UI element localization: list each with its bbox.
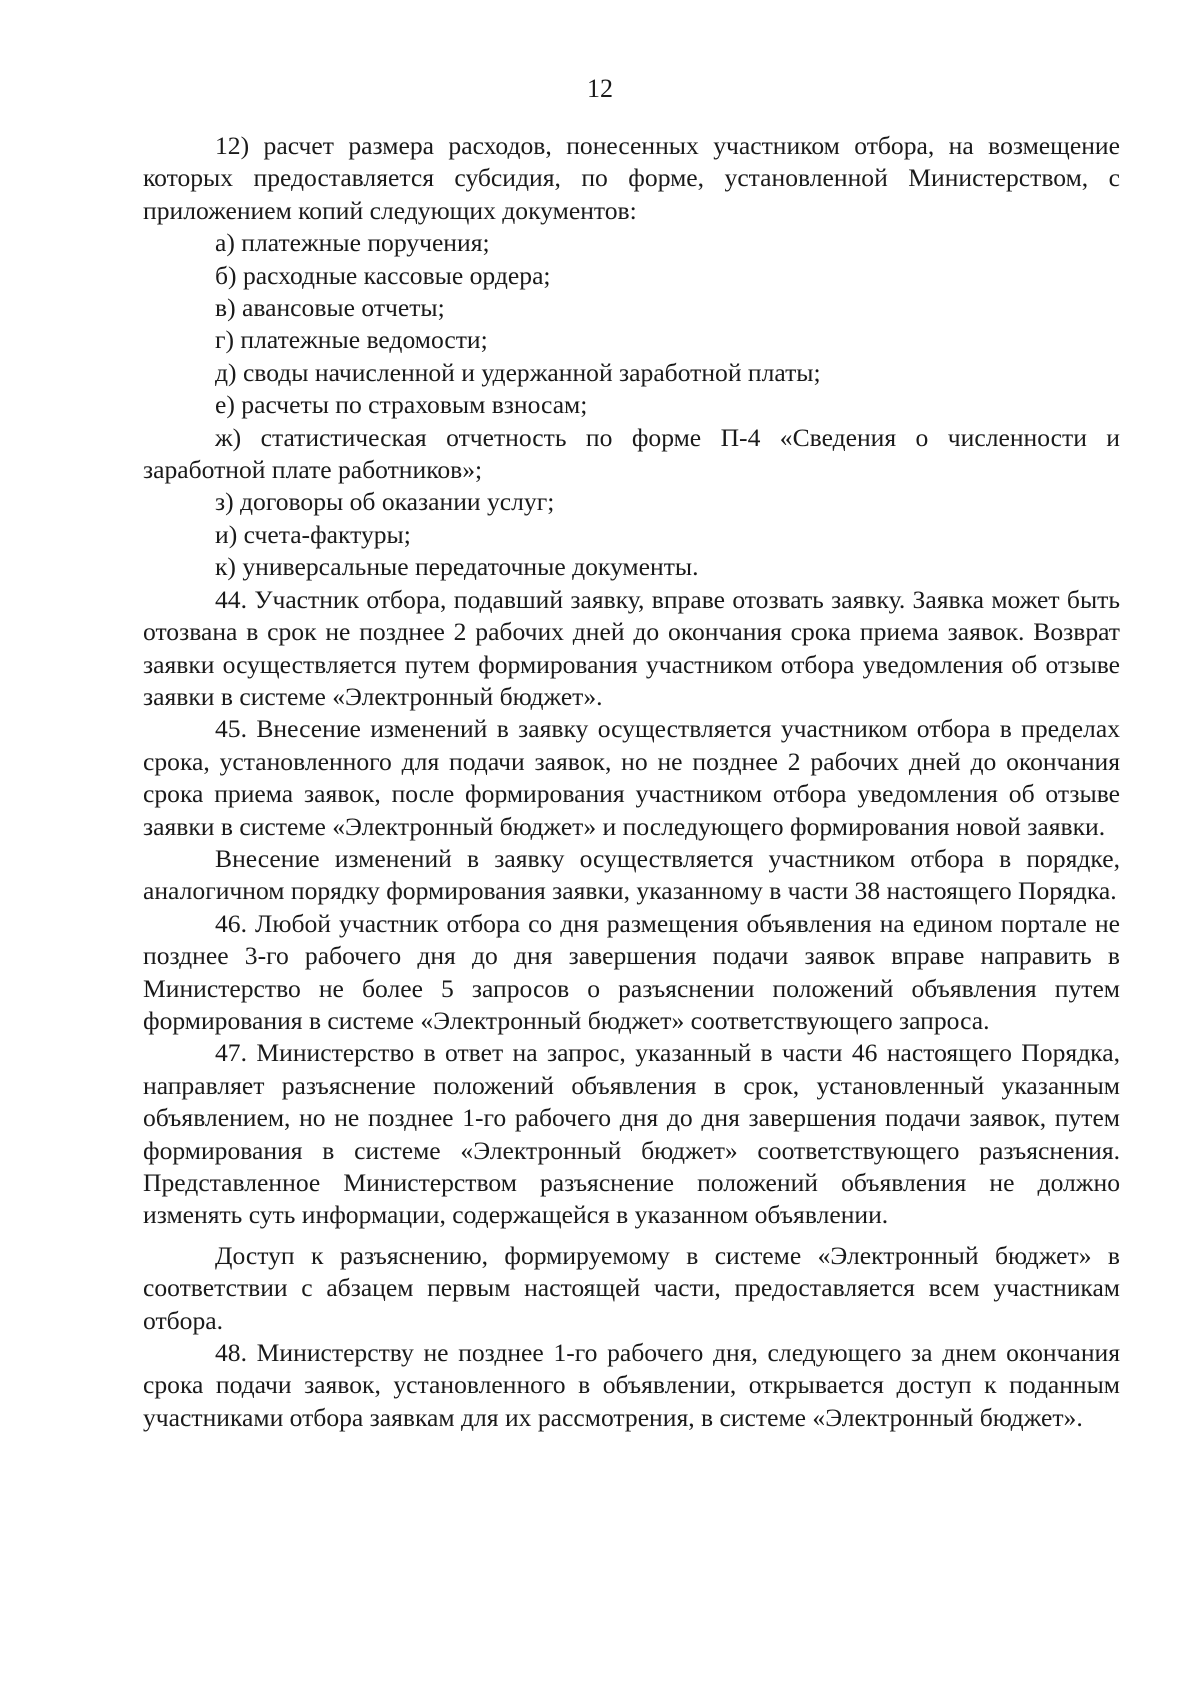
list-item-zh: ж) статистическая отчетность по форме П-4 «Сведения о численности и заработной плате работников»; xyxy=(143,422,1120,485)
paragraph-item-12: 12) расчет размера расходов, понесенных участником отбора, на возмещение которых предоставляется субсидия, по форме, установленной Министерством, с приложением копий следующих документов: xyxy=(143,131,1120,225)
list-item-i: и) счета-фактуры; xyxy=(215,519,411,549)
paragraph-45: 45. Внесение изменений в заявку осуществляется участником отбора в пределах срока, установленного для подачи заявок, но не позднее 2 рабочих дней до окончания срока приема заявок, после формирования участником отбора уведомления об отзыве заявки в системе «Электронный бюджет» и последующего формирования новой заявки. xyxy=(143,714,1120,841)
list-item-v: в) авансовые отчеты; xyxy=(215,293,445,323)
document-body xyxy=(143,130,1120,1434)
paragraph-46: 46. Любой участник отбора со дня размещения объявления на едином портале не позднее 3-го рабочего дня до дня завершения подачи заявок вправе направить в Министерство не более 5 запросов о разъяснении положений объявления путем формирования в системе «Электронный бюджет» соответствующего запроса. xyxy=(143,908,1120,1035)
paragraph-47: 47. Министерство в ответ на запрос, указанный в части 46 настоящего Порядка, направляет разъяснение положений объявления в срок, установленный указанным объявлением, но не позднее 1-го рабочего дня до дня завершения подачи заявок, путем формирования в системе «Электронный бюджет» соответствующего разъяснения. Представленное Министерством разъяснение положений объявления не должно изменять суть информации, содержащейся в указанном объявлении. xyxy=(143,1038,1120,1230)
list-item-g: г) платежные ведомости; xyxy=(215,325,488,355)
list-item-b: б) расходные кассовые ордера; xyxy=(215,260,551,290)
paragraph-44: 44. Участник отбора, подавший заявку, вправе отозвать заявку. Заявка может быть отозвана в срок не позднее 2 рабочих дней до окончания срока приема заявок. Возврат заявки осуществляется путем формирования участником отбора уведомления об отзыве заявки в системе «Электронный бюджет». xyxy=(143,584,1120,711)
paragraph-45-continued: Внесение изменений в заявку осуществляется участником отбора в порядке, аналогичном порядку формирования заявки, указанному в части 38 настоящего Порядка. xyxy=(143,843,1120,906)
list-item-z: з) договоры об оказании услуг; xyxy=(215,487,555,517)
list-item-a: а) платежные поручения; xyxy=(215,228,490,258)
paragraph-47-continued: Доступ к разъяснению, формируемому в системе «Электронный бюджет» в соответствии с абзацем первым настоящей части, предоставляется всем участникам отбора. xyxy=(143,1240,1120,1335)
page-number: 12 xyxy=(587,74,613,103)
list-item-k: к) универсальные передаточные документы. xyxy=(215,552,699,582)
list-item-d: д) своды начисленной и удержанной заработной платы; xyxy=(215,357,821,387)
list-item-e: е) расчеты по страховым взносам; xyxy=(215,390,588,420)
paragraph-48: 48. Министерству не позднее 1-го рабочего дня, следующего за днем окончания срока подачи заявок, установленного в объявлении, открывается доступ к поданным участниками отбора заявкам для их рассмотрения, в системе «Электронный бюджет». xyxy=(143,1338,1120,1432)
